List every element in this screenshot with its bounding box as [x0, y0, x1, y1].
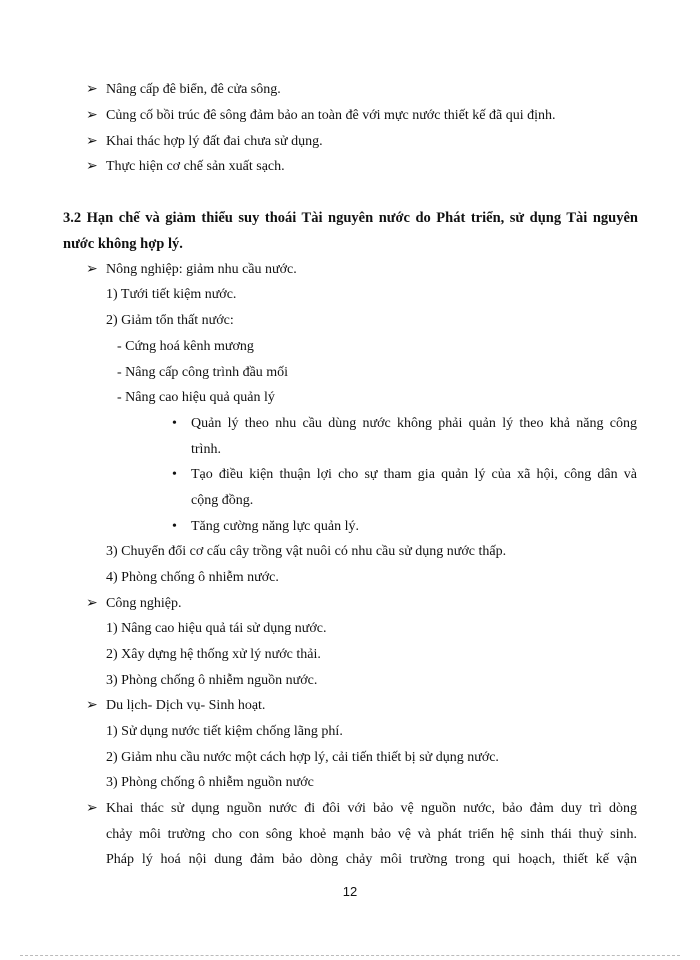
arrow-bullet-icon: ➢	[86, 596, 98, 611]
bullet-dot-icon: •	[172, 467, 177, 482]
top-bullet-text: Khai thác hợp lý đất đai chưa sử dụng.	[106, 134, 323, 149]
top-bullet-text: Nâng cấp đê biển, đê cửa sông.	[106, 82, 281, 97]
agriculture-item: 2) Giảm tổn thất nước:	[106, 313, 234, 328]
arrow-bullet-icon: ➢	[86, 134, 98, 149]
agriculture-title: Nông nghiệp: giảm nhu cầu nước.	[106, 262, 297, 277]
bullet-dot-icon: •	[172, 416, 177, 431]
sub-bullet-text: trình.	[191, 442, 221, 457]
top-bullet-text: Củng cố bồi trúc đê sông đảm bảo an toàn đê với mực nước thiết kế đã qui định.	[106, 108, 556, 123]
tourism-item: 1) Sử dụng nước tiết kiệm chống lãng phí.	[106, 724, 343, 739]
page-bottom-divider	[20, 955, 680, 956]
agriculture-item: 1) Tưới tiết kiệm nước.	[106, 287, 237, 302]
tourism-item: 3) Phòng chống ô nhiễm nguồn nước	[106, 775, 314, 790]
sub-bullet-text: Tạo điều kiện thuận lợi cho sự tham gia quản lý của xã hội, công dân và	[191, 467, 637, 482]
industry-item: 3) Phòng chống ô nhiễm nguồn nước.	[106, 673, 318, 688]
sub-bullet-text: Quản lý theo nhu cầu dùng nước không phải quản lý theo khả năng công	[191, 416, 637, 431]
bullet-dot-icon: •	[172, 519, 177, 534]
dash-item: - Cứng hoá kênh mương	[117, 339, 254, 354]
sub-bullet-text: cộng đồng.	[191, 493, 254, 508]
sub-bullet-text: Tăng cường năng lực quản lý.	[191, 519, 359, 534]
tourism-title: Du lịch- Dịch vụ- Sinh hoạt.	[106, 698, 266, 713]
agriculture-item: 4) Phòng chống ô nhiễm nước.	[106, 570, 279, 585]
tourism-item: 2) Giảm nhu cầu nước một cách hợp lý, cải tiến thiết bị sử dụng nước.	[106, 750, 499, 765]
page-number: 12	[342, 884, 358, 899]
final-paragraph-line: chảy môi trường cho con sông khoẻ mạnh bảo vệ và phát triển hệ sinh thái thuỷ sinh.	[106, 827, 637, 842]
final-paragraph-line: Pháp lý hoá nội dung đảm bảo dòng chảy môi trường trong qui hoạch, thiết kế vận	[106, 852, 637, 867]
arrow-bullet-icon: ➢	[86, 262, 98, 277]
final-paragraph-line: Khai thác sử dụng nguồn nước đi đôi với bảo vệ nguồn nước, bảo đảm duy trì dòng	[106, 801, 637, 816]
section-heading-line2: nước không hợp lý.	[63, 236, 183, 252]
arrow-bullet-icon: ➢	[86, 159, 98, 174]
arrow-bullet-icon: ➢	[86, 82, 98, 97]
arrow-bullet-icon: ➢	[86, 801, 98, 816]
dash-item: - Nâng cao hiệu quả quản lý	[117, 390, 275, 405]
agriculture-item: 3) Chuyển đổi cơ cấu cây trồng vật nuôi có nhu cầu sử dụng nước thấp.	[106, 544, 507, 559]
industry-title: Công nghiệp.	[106, 596, 182, 611]
industry-item: 2) Xây dựng hệ thống xử lý nước thải.	[106, 647, 321, 662]
section-heading-line1: 3.2 Hạn chế và giảm thiểu suy thoái Tài nguyên nước do Phát triển, sử dụng Tài nguyên	[63, 210, 638, 226]
arrow-bullet-icon: ➢	[86, 698, 98, 713]
dash-item: - Nâng cấp công trình đầu mối	[117, 365, 289, 380]
top-bullet-text: Thực hiện cơ chế sản xuất sạch.	[106, 159, 285, 174]
industry-item: 1) Nâng cao hiệu quả tái sử dụng nước.	[106, 621, 327, 636]
arrow-bullet-icon: ➢	[86, 108, 98, 123]
